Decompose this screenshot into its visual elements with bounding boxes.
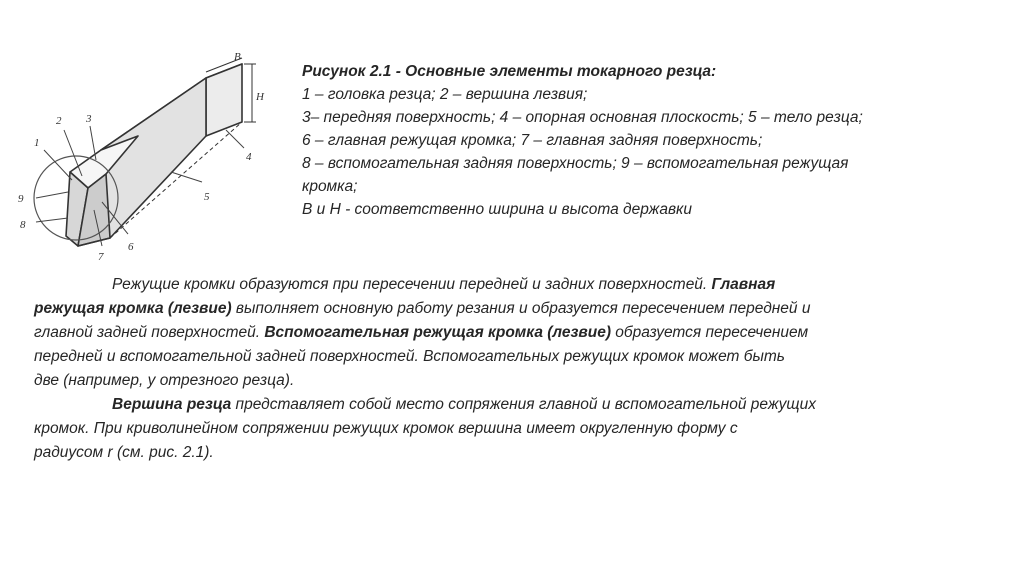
figure-caption <box>302 60 1002 221</box>
paragraph-1-line-3 <box>34 321 1004 345</box>
label-6: 6 <box>128 241 134 253</box>
text-segment: выполняет основную работу резания и образуется пересечением передней и <box>231 300 811 317</box>
paragraph-2-line-3: радиусом r (см. рис. 2.1). <box>34 444 214 461</box>
paragraph-2-line-1 <box>34 393 1004 417</box>
paragraph-1-line-5: две (например, у отрезного резца). <box>34 372 295 389</box>
term-tool-tip: Вершина резца <box>112 396 232 413</box>
text-segment: образуется пересечением <box>611 324 809 341</box>
term-aux-edge: Вспомогательная режущая кромка (лезвие) <box>264 324 611 341</box>
text-segment: представляет собой место сопряжения главной и вспомогательной режущих <box>231 396 816 413</box>
cutting-tool-figure <box>6 50 274 265</box>
cutting-tool-drawing <box>6 50 274 265</box>
label-2: 2 <box>56 115 62 127</box>
term-main-edge: Главная <box>711 276 776 293</box>
text-segment: главной задней поверхностей. <box>34 324 265 341</box>
caption-line-5: кромка; <box>302 178 358 195</box>
caption-line-1: 1 – головка резца; 2 – вершина лезвия; <box>302 86 588 103</box>
caption-line-3: 6 – главная режущая кромка; 7 – главная задняя поверхность; <box>302 132 763 149</box>
paragraph-1-line-2 <box>34 297 1004 321</box>
caption-line-4: 8 – вспомогательная задняя поверхность; 9 – вспомогательная режущая <box>302 155 849 172</box>
paragraph-1-line-4: передней и вспомогательной задней поверхностей. Вспомогательных режущих кромок может быть <box>34 348 785 365</box>
label-4: 4 <box>246 151 252 163</box>
label-7: 7 <box>98 251 104 263</box>
caption-title: Рисунок 2.1 - Основные элементы токарного резца: <box>302 63 717 80</box>
body-text <box>34 273 1004 465</box>
label-h: H <box>256 91 264 103</box>
caption-line-2: 3– передняя поверхность; 4 – опорная основная плоскость; 5 – тело резца; <box>302 109 863 126</box>
label-1: 1 <box>34 137 40 149</box>
label-3: 3 <box>86 113 92 125</box>
label-9: 9 <box>18 193 24 205</box>
body-end-face <box>206 64 242 136</box>
label-b: B <box>234 51 241 63</box>
caption-line-6: В и Н - соответственно ширина и высота державки <box>302 201 692 218</box>
label-5: 5 <box>204 191 210 203</box>
label-8: 8 <box>20 219 26 231</box>
paragraph-2-line-2: кромок. При криволинейном сопряжении режущих кромок вершина имеет округленную форму с <box>34 420 738 437</box>
paragraph-1-line-1 <box>34 273 1004 297</box>
text-segment: Режущие кромки образуются при пересечении передней и задних поверхностей. <box>112 276 712 293</box>
term-main-edge-cont: режущая кромка (лезвие) <box>34 300 232 317</box>
